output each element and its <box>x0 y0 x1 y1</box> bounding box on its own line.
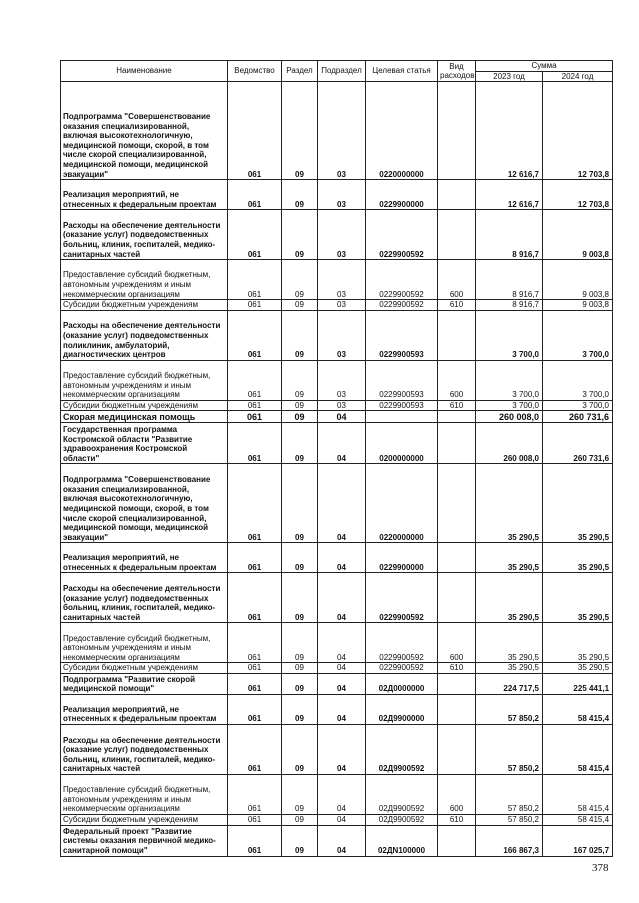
row-podrazdel: 04 <box>318 814 366 825</box>
row-podrazdel: 03 <box>318 210 366 260</box>
row-sum-2023: 260 008,0 <box>476 411 543 423</box>
header-podrazdel: Подраздел <box>318 61 366 82</box>
row-razdel: 09 <box>282 663 318 674</box>
row-celevaya: 02Д0000000 <box>366 673 438 694</box>
row-podrazdel: 04 <box>318 825 366 856</box>
row-sum-2023: 8 916,7 <box>476 210 543 260</box>
row-celevaya: 02Д9900000 <box>366 694 438 724</box>
row-sum-2023: 35 290,5 <box>476 464 543 543</box>
row-razdel: 09 <box>282 360 318 400</box>
table-row <box>61 464 613 543</box>
row-name: Реализация мероприятий, не отнесенных к федеральным проектам <box>61 180 228 210</box>
row-podrazdel: 04 <box>318 573 366 623</box>
row-name: Расходы на обеспечение деятельности (оказание услуг) подведомственных больниц, клиник, госпиталей, медико-санитарных частей <box>61 573 228 623</box>
row-vid <box>438 180 476 210</box>
row-razdel: 09 <box>282 310 318 360</box>
table-row <box>61 573 613 623</box>
table-row <box>61 673 613 694</box>
row-podrazdel: 04 <box>318 694 366 724</box>
row-vedomstvo: 061 <box>228 573 282 623</box>
row-sum-2023: 260 008,0 <box>476 423 543 464</box>
row-sum-2023: 8 916,7 <box>476 300 543 311</box>
row-celevaya: 0229900592 <box>366 260 438 300</box>
table-row <box>61 411 613 423</box>
table-row <box>61 260 613 300</box>
row-celevaya: 0229900592 <box>366 663 438 674</box>
row-sum-2023: 3 700,0 <box>476 310 543 360</box>
row-vedomstvo: 061 <box>228 623 282 663</box>
row-sum-2024: 12 703,8 <box>543 82 613 180</box>
row-vid: 600 <box>438 260 476 300</box>
row-vedomstvo: 061 <box>228 825 282 856</box>
row-sum-2023: 35 290,5 <box>476 543 543 573</box>
row-sum-2023: 57 850,2 <box>476 774 543 814</box>
row-vedomstvo: 061 <box>228 210 282 260</box>
row-sum-2024: 260 731,6 <box>543 411 613 423</box>
row-sum-2023: 12 616,7 <box>476 82 543 180</box>
row-sum-2024: 3 700,0 <box>543 400 613 411</box>
row-podrazdel: 03 <box>318 400 366 411</box>
row-vedomstvo: 061 <box>228 774 282 814</box>
row-vid <box>438 724 476 774</box>
table-row <box>61 663 613 674</box>
row-vedomstvo: 061 <box>228 724 282 774</box>
row-celevaya: 0229900593 <box>366 360 438 400</box>
row-podrazdel: 04 <box>318 423 366 464</box>
header-2023: 2023 год <box>476 71 543 82</box>
row-sum-2024: 9 003,8 <box>543 260 613 300</box>
row-celevaya: 0220000000 <box>366 82 438 180</box>
header-razdel: Раздел <box>282 61 318 82</box>
row-podrazdel: 04 <box>318 411 366 423</box>
row-vid <box>438 411 476 423</box>
row-name: Субсидии бюджетным учреждениям <box>61 663 228 674</box>
table-row <box>61 360 613 400</box>
row-razdel: 09 <box>282 82 318 180</box>
table-row <box>61 724 613 774</box>
row-podrazdel: 04 <box>318 663 366 674</box>
row-vedomstvo: 061 <box>228 411 282 423</box>
row-celevaya: 0200000000 <box>366 423 438 464</box>
row-celevaya: 0229900592 <box>366 300 438 311</box>
row-razdel: 09 <box>282 673 318 694</box>
row-podrazdel: 03 <box>318 300 366 311</box>
row-vedomstvo: 061 <box>228 360 282 400</box>
row-sum-2024: 3 700,0 <box>543 310 613 360</box>
header-vid: Вид расходов <box>438 61 476 82</box>
row-vedomstvo: 061 <box>228 543 282 573</box>
row-sum-2024: 58 415,4 <box>543 814 613 825</box>
row-vedomstvo: 061 <box>228 180 282 210</box>
row-name: Предоставление субсидий бюджетным, автономным учреждениям и иным некоммерческим организациям <box>61 774 228 814</box>
row-sum-2023: 224 717,5 <box>476 673 543 694</box>
row-podrazdel: 03 <box>318 260 366 300</box>
row-sum-2024: 260 731,6 <box>543 423 613 464</box>
row-razdel: 09 <box>282 623 318 663</box>
row-vid <box>438 673 476 694</box>
row-celevaya: 0229900000 <box>366 180 438 210</box>
table-row <box>61 400 613 411</box>
row-sum-2024: 58 415,4 <box>543 724 613 774</box>
table-row <box>61 180 613 210</box>
row-razdel: 09 <box>282 774 318 814</box>
row-podrazdel: 03 <box>318 82 366 180</box>
header-vedomstvo: Ведомство <box>228 61 282 82</box>
row-vid <box>438 210 476 260</box>
table-row <box>61 814 613 825</box>
row-sum-2023: 35 290,5 <box>476 573 543 623</box>
row-celevaya: 0229900592 <box>366 623 438 663</box>
row-podrazdel: 03 <box>318 180 366 210</box>
table-row <box>61 300 613 311</box>
row-vid: 600 <box>438 623 476 663</box>
row-sum-2024: 3 700,0 <box>543 360 613 400</box>
row-vedomstvo: 061 <box>228 673 282 694</box>
row-vedomstvo: 061 <box>228 464 282 543</box>
row-name: Федеральный проект "Развитие системы оказания первичной медико-санитарной помощи" <box>61 825 228 856</box>
row-vedomstvo: 061 <box>228 82 282 180</box>
row-podrazdel: 04 <box>318 464 366 543</box>
row-vid <box>438 543 476 573</box>
row-vid: 610 <box>438 814 476 825</box>
row-sum-2024: 9 003,8 <box>543 300 613 311</box>
row-vid <box>438 573 476 623</box>
row-name: Предоставление субсидий бюджетным, автономным учреждениям и иным некоммерческим организациям <box>61 260 228 300</box>
row-podrazdel: 04 <box>318 623 366 663</box>
row-sum-2023: 35 290,5 <box>476 623 543 663</box>
row-podrazdel: 03 <box>318 360 366 400</box>
header-2024: 2024 год <box>543 71 613 82</box>
row-sum-2023: 3 700,0 <box>476 360 543 400</box>
row-vid <box>438 423 476 464</box>
row-podrazdel: 04 <box>318 724 366 774</box>
row-podrazdel: 04 <box>318 673 366 694</box>
row-sum-2023: 166 867,3 <box>476 825 543 856</box>
row-celevaya: 0229900593 <box>366 310 438 360</box>
row-vid <box>438 464 476 543</box>
row-vid: 600 <box>438 360 476 400</box>
table-row <box>61 825 613 856</box>
row-vedomstvo: 061 <box>228 400 282 411</box>
row-sum-2024: 35 290,5 <box>543 543 613 573</box>
row-celevaya: 02Д9900592 <box>366 724 438 774</box>
row-celevaya: 02Д9900592 <box>366 774 438 814</box>
row-vid: 610 <box>438 300 476 311</box>
row-razdel: 09 <box>282 411 318 423</box>
row-celevaya: 0229900592 <box>366 573 438 623</box>
row-sum-2024: 58 415,4 <box>543 774 613 814</box>
row-sum-2024: 35 290,5 <box>543 623 613 663</box>
row-razdel: 09 <box>282 814 318 825</box>
row-razdel: 09 <box>282 423 318 464</box>
row-sum-2024: 58 415,4 <box>543 694 613 724</box>
row-sum-2023: 8 916,7 <box>476 260 543 300</box>
row-vedomstvo: 061 <box>228 260 282 300</box>
row-razdel: 09 <box>282 180 318 210</box>
row-vid: 610 <box>438 400 476 411</box>
row-vid <box>438 310 476 360</box>
row-sum-2023: 57 850,2 <box>476 814 543 825</box>
row-name: Предоставление субсидий бюджетным, автономным учреждениям и иным некоммерческим организациям <box>61 623 228 663</box>
row-vedomstvo: 061 <box>228 300 282 311</box>
row-vedomstvo: 061 <box>228 694 282 724</box>
row-podrazdel: 04 <box>318 774 366 814</box>
row-name: Субсидии бюджетным учреждениям <box>61 300 228 311</box>
row-podrazdel: 04 <box>318 543 366 573</box>
table-row <box>61 543 613 573</box>
row-name: Субсидии бюджетным учреждениям <box>61 814 228 825</box>
row-vid: 600 <box>438 774 476 814</box>
row-sum-2023: 57 850,2 <box>476 694 543 724</box>
row-razdel: 09 <box>282 573 318 623</box>
header-celevaya: Целевая статья <box>366 61 438 82</box>
row-sum-2024: 35 290,5 <box>543 464 613 543</box>
row-podrazdel: 03 <box>318 310 366 360</box>
budget-table <box>60 60 613 857</box>
row-vid <box>438 694 476 724</box>
table-row <box>61 623 613 663</box>
row-sum-2024: 225 441,1 <box>543 673 613 694</box>
row-name: Расходы на обеспечение деятельности (оказание услуг) подведомственных поликлиник, амбулаторий, диагностических центров <box>61 310 228 360</box>
row-name: Подпрограмма "Развитие скорой медицинской помощи" <box>61 673 228 694</box>
row-razdel: 09 <box>282 210 318 260</box>
table-row <box>61 210 613 260</box>
row-name: Реализация мероприятий, не отнесенных к федеральным проектам <box>61 694 228 724</box>
header-name: Наименование <box>61 61 228 82</box>
row-sum-2023: 57 850,2 <box>476 724 543 774</box>
row-vedomstvo: 061 <box>228 814 282 825</box>
row-celevaya: 0229900000 <box>366 543 438 573</box>
row-name: Предоставление субсидий бюджетным, автономным учреждениям и иным некоммерческим организациям <box>61 360 228 400</box>
row-vid: 610 <box>438 663 476 674</box>
row-razdel: 09 <box>282 400 318 411</box>
row-vedomstvo: 061 <box>228 310 282 360</box>
row-razdel: 09 <box>282 300 318 311</box>
row-vid <box>438 825 476 856</box>
row-sum-2023: 35 290,5 <box>476 663 543 674</box>
row-celevaya <box>366 411 438 423</box>
row-sum-2024: 9 003,8 <box>543 210 613 260</box>
row-celevaya: 0229900592 <box>366 210 438 260</box>
table-row <box>61 310 613 360</box>
row-sum-2024: 167 025,7 <box>543 825 613 856</box>
row-name: Подпрограмма "Совершенствование оказания специализированной, включая высокотехнологичную, медицинской помощи, скорой, в том числе скорой специализированной, медицинской помощи, медицинской эвакуации" <box>61 464 228 543</box>
row-celevaya: 0229900593 <box>366 400 438 411</box>
row-name: Подпрограмма "Совершенствование оказания специализированной, включая высокотехнологичную, медицинской помощи, скорой, в том числе скорой специализированной, медицинской помощи, медицинской эвакуации" <box>61 82 228 180</box>
page-number: 378 <box>592 862 609 874</box>
table-row <box>61 774 613 814</box>
row-sum-2023: 3 700,0 <box>476 400 543 411</box>
row-razdel: 09 <box>282 464 318 543</box>
header-summa: Сумма <box>476 61 613 72</box>
table-row <box>61 694 613 724</box>
row-name: Субсидии бюджетным учреждениям <box>61 400 228 411</box>
table-row <box>61 82 613 180</box>
table-row <box>61 423 613 464</box>
row-name: Расходы на обеспечение деятельности (оказание услуг) подведомственных больниц, клиник, госпиталей, медико-санитарных частей <box>61 210 228 260</box>
row-name: Скорая медицинская помощь <box>61 411 228 423</box>
row-razdel: 09 <box>282 724 318 774</box>
row-name: Расходы на обеспечение деятельности (оказание услуг) подведомственных больниц, клиник, госпиталей, медико-санитарных частей <box>61 724 228 774</box>
row-celevaya: 02Д9900592 <box>366 814 438 825</box>
row-name: Государственная программа Костромской области "Развитие здравоохранения Костромской области" <box>61 423 228 464</box>
row-name: Реализация мероприятий, не отнесенных к федеральным проектам <box>61 543 228 573</box>
row-vedomstvo: 061 <box>228 663 282 674</box>
row-sum-2024: 35 290,5 <box>543 573 613 623</box>
row-vid <box>438 82 476 180</box>
row-razdel: 09 <box>282 543 318 573</box>
row-razdel: 09 <box>282 260 318 300</box>
row-celevaya: 0220000000 <box>366 464 438 543</box>
row-razdel: 09 <box>282 825 318 856</box>
row-sum-2024: 35 290,5 <box>543 663 613 674</box>
row-vedomstvo: 061 <box>228 423 282 464</box>
row-sum-2023: 12 616,7 <box>476 180 543 210</box>
row-celevaya: 02ДN100000 <box>366 825 438 856</box>
row-razdel: 09 <box>282 694 318 724</box>
row-sum-2024: 12 703,8 <box>543 180 613 210</box>
